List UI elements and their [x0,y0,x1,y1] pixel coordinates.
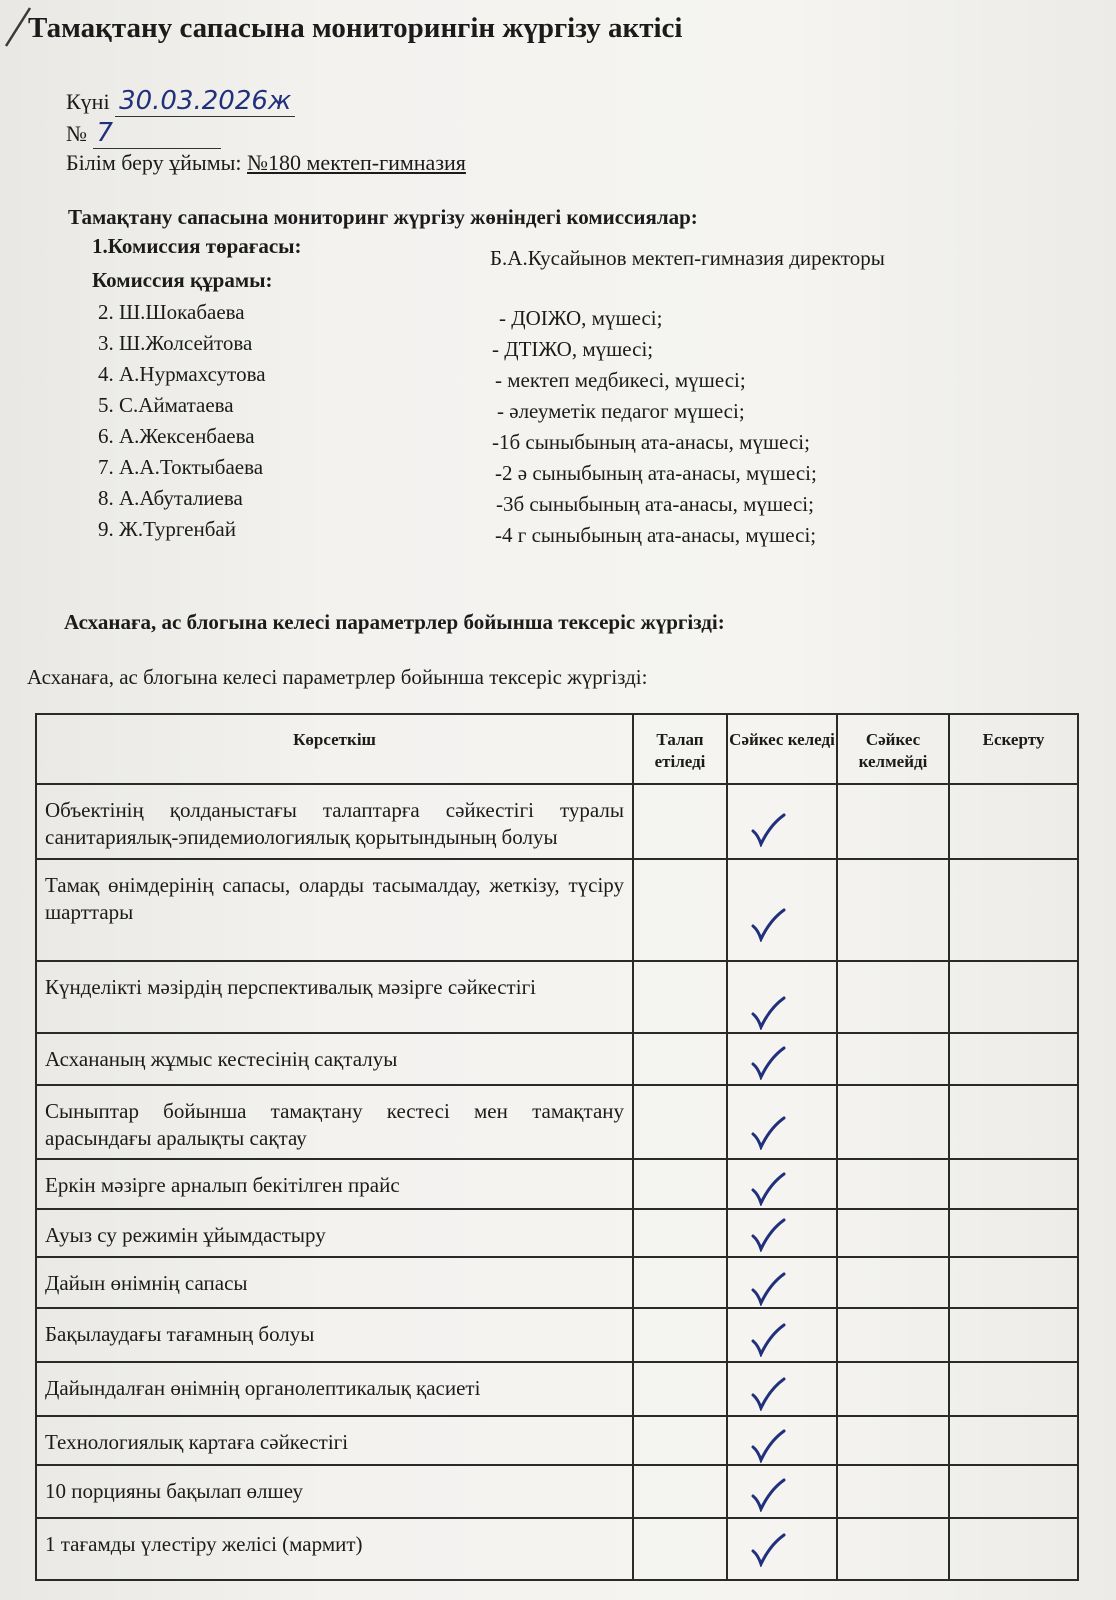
member-role: - әлеуметік педагог мүшесі; [497,399,745,423]
number-value: 7 [93,118,221,149]
column-header-indicator: Көрсеткіш [36,714,633,784]
noncompliant-cell [837,1465,949,1518]
noncompliant-cell [837,859,949,961]
date-line [66,86,295,117]
required-cell [633,859,727,961]
checkmark-icon [748,811,788,847]
checkmark-icon [748,1531,788,1567]
note-cell [949,1308,1078,1362]
note-cell [949,1518,1078,1580]
commission-heading: Тамақтану сапасына мониторинг жүргізу жөніндегі комиссиялар: [68,205,698,229]
required-cell [633,784,727,859]
table-header-row [36,714,1078,784]
noncompliant-cell [837,784,949,859]
member-name: 2. Ш.Шокабаева [98,300,245,324]
indicator-cell: 10 порцияны бақылап өлшеу [36,1465,633,1518]
table-row [36,1085,1078,1160]
required-cell [633,1465,727,1518]
note-cell [949,784,1078,859]
table-row [36,1518,1078,1580]
table-row [36,784,1078,859]
member-name: 9. Ж.Тургенбай [98,517,236,541]
table-row [36,859,1078,961]
required-cell [633,1362,727,1416]
document-title: Тамақтану сапасына мониторингін жүргізу актісі [28,12,683,44]
indicator-cell: 1 тағамды үлестіру желісі (мармит) [36,1518,633,1580]
noncompliant-cell [837,961,949,1033]
indicator-cell: Технологиялық картаға сәйкестігі [36,1416,633,1465]
checkmark-icon [748,1321,788,1357]
member-name: 5. С.Айматаева [98,393,234,417]
checkmark-icon [748,1216,788,1252]
indicator-cell: Дайын өнімнің сапасы [36,1257,633,1308]
checkmark-icon [748,1375,788,1411]
required-cell [633,1518,727,1580]
note-cell [949,1257,1078,1308]
note-cell [949,961,1078,1033]
indicator-cell: Объектінің қолданыстағы талаптарға сәйкестігі туралы санитариялық-эпидемиологиялық қорытындының болуы [36,784,633,859]
date-value: 30.03.2026ж [115,86,295,117]
indicator-cell: Асхананың жұмыс кестесінің сақталуы [36,1033,633,1085]
checkmark-icon [748,1270,788,1306]
member-role: -4 г сыныбының ата-анасы, мүшесі; [495,523,817,547]
indicator-cell: Күнделікті мәзірдің перспективалық мәзірге сәйкестігі [36,961,633,1033]
organization-value: №180 мектеп-гимназия [247,150,466,175]
noncompliant-cell [837,1416,949,1465]
note-cell [949,1465,1078,1518]
noncompliant-cell [837,1308,949,1362]
member-role: -3б сыныбының ата-анасы, мүшесі; [496,492,814,516]
checkmark-icon [748,1476,788,1512]
table-row [36,1362,1078,1416]
member-name: 4. А.Нурмахсутова [98,362,266,386]
indicator-cell: Бақылаудағы тағамның болуы [36,1308,633,1362]
member-name: 7. А.А.Токтыбаева [98,455,264,479]
note-cell [949,1159,1078,1209]
organization-line [66,150,466,176]
member-name: 3. Ш.Жолсейтова [98,331,253,355]
compliant-cell [727,1085,837,1160]
required-cell [633,1416,727,1465]
table-row [36,961,1078,1033]
checkmark-icon [748,1170,788,1206]
checkmark-icon [748,1114,788,1150]
table-row [36,1159,1078,1209]
compliant-cell [727,1465,837,1518]
compliant-cell [727,961,837,1033]
column-header-note: Ескерту [949,714,1078,784]
compliant-cell [727,1033,837,1085]
noncompliant-cell [837,1362,949,1416]
compliant-cell [727,1257,837,1308]
note-cell [949,859,1078,961]
note-cell [949,1416,1078,1465]
indicator-cell: Дайындалған өнімнің органолептикалық қасиеті [36,1362,633,1416]
compliant-cell [727,859,837,961]
member-role: -1б сыныбының ата-анасы, мүшесі; [492,430,810,454]
table-row [36,1033,1078,1085]
noncompliant-cell [837,1257,949,1308]
table-row [36,1308,1078,1362]
checkmark-icon [748,994,788,1030]
member-name: 6. А.Жексенбаева [98,424,255,448]
required-cell [633,961,727,1033]
noncompliant-cell [837,1085,949,1160]
required-cell [633,1209,727,1257]
members-label: Комиссия құрамы: [92,268,273,292]
member-role: -2 ә сыныбының ата-анасы, мүшесі; [495,461,817,485]
member-role: - мектеп медбикесі, мүшесі; [495,368,746,392]
compliant-cell [727,1209,837,1257]
indicator-cell: Сыныптар бойынша тамақтану кестесі мен тамақтану арасындағы аралықты сақтау [36,1085,633,1160]
number-line [66,118,221,149]
chair-label: 1.Комиссия төрағасы: [92,234,302,258]
compliant-cell [727,1159,837,1209]
required-cell [633,1159,727,1209]
table-row [36,1257,1078,1308]
required-cell [633,1033,727,1085]
chair-value: Б.А.Кусайынов мектеп-гимназия директоры [490,246,885,270]
inspection-table [35,713,1079,1581]
noncompliant-cell [837,1033,949,1085]
compliant-cell [727,1518,837,1580]
inspection-heading: Асханаға, ас блогына келесі параметрлер бойынша тексеріс жүргізді: [64,610,725,634]
table-row [36,1416,1078,1465]
required-cell [633,1308,727,1362]
checkmark-icon [748,1044,788,1080]
compliant-cell [727,784,837,859]
column-header-required: Талап етіледі [633,714,727,784]
member-role: - ДОІЖО, мүшесі; [499,306,663,330]
checkmark-icon [748,906,788,942]
note-cell [949,1033,1078,1085]
table-row [36,1465,1078,1518]
column-header-compliant: Сәйкес келеді [727,714,837,784]
indicator-cell: Ауыз су режимін ұйымдастыру [36,1209,633,1257]
compliant-cell [727,1416,837,1465]
required-cell [633,1257,727,1308]
note-cell [949,1209,1078,1257]
compliant-cell [727,1362,837,1416]
checkmark-icon [748,1427,788,1463]
member-name: 8. А.Абуталиева [98,486,243,510]
note-cell [949,1085,1078,1160]
inspection-subheading: Асханаға, ас блогына келесі параметрлер бойынша тексеріс жүргізді: [27,665,648,689]
indicator-cell: Тамақ өнімдерінің сапасы, оларды тасымалдау, жеткізу, түсіру шарттары [36,859,633,961]
column-header-noncompliant: Сәйкес келмейді [837,714,949,784]
date-label: Күні [66,89,110,114]
noncompliant-cell [837,1159,949,1209]
number-label: № [66,121,87,146]
compliant-cell [727,1308,837,1362]
indicator-cell: Еркін мәзірге арналып бекітілген прайс [36,1159,633,1209]
required-cell [633,1085,727,1160]
noncompliant-cell [837,1518,949,1580]
table-row [36,1209,1078,1257]
member-role: - ДТІЖО, мүшесі; [492,337,654,361]
noncompliant-cell [837,1209,949,1257]
note-cell [949,1362,1078,1416]
organization-label: Білім беру ұйымы: [66,150,242,175]
